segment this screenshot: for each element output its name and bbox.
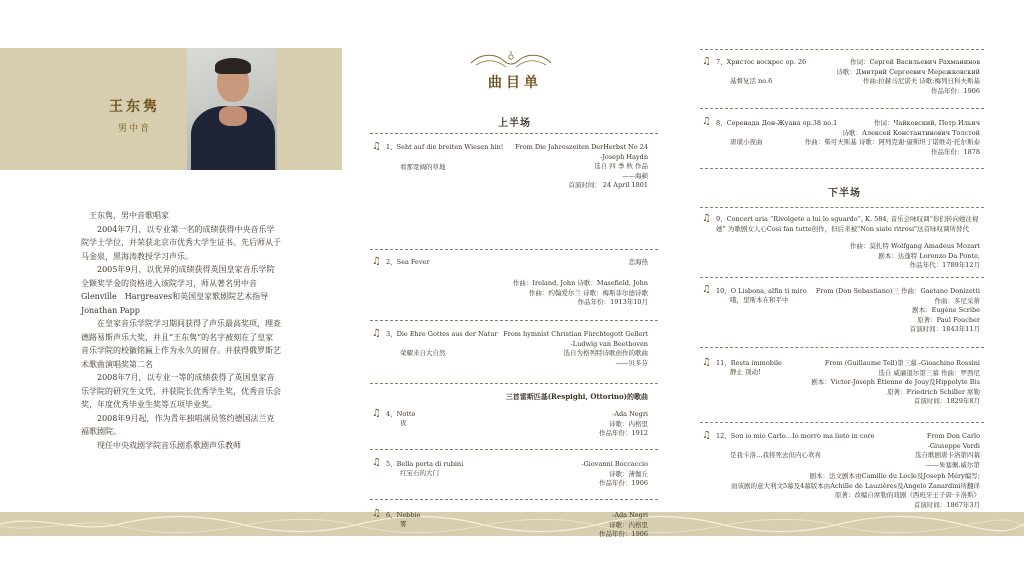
item-detail: 诗歌：Алексей Константинович Толстой: [842, 128, 980, 137]
item-detail: ——海顿: [622, 171, 648, 180]
music-note-icon: ♫: [702, 56, 711, 67]
first-half-heading: 上半场: [498, 118, 531, 129]
item-number: 8、: [716, 119, 727, 127]
item-title: Resta immobile: [730, 359, 782, 367]
bio-paragraph: 2008年9月起，作为青年独唱演员签约德国法兰克福歌剧院。: [81, 413, 275, 436]
divider: [370, 383, 658, 384]
item-detail: 剧本：Eugène Scribe: [912, 306, 980, 314]
name-banner: [0, 48, 342, 170]
item-detail: 原著：Friedrich Schiller 席勒: [887, 387, 980, 396]
divider: [700, 108, 984, 109]
item-title: Son io mio Carlo…Io morrò ma lieto in core: [730, 432, 875, 440]
item-detail: 作品年代：1789年12月: [909, 261, 980, 269]
footer-band: [0, 512, 1024, 536]
item-number: 12、: [716, 432, 731, 440]
item-detail: 作曲：柴可夫斯基 诗歌：阿列克谢·康斯坦丁诺维奇·托尔斯泰: [804, 138, 980, 146]
item-detail: -Joseph Haydn: [600, 152, 648, 161]
bio-paragraph: 现任中央戏剧学院音乐剧系歌剧声乐教师: [97, 440, 241, 450]
divider: [370, 320, 658, 321]
item-title: O Lisbona, alfin ti miro: [730, 287, 807, 295]
item-detail: 原著：改编自席勒的戏剧《西班牙王子唐·卡洛斯》: [834, 491, 980, 499]
music-note-icon: ♫: [702, 284, 711, 295]
item-detail: 作曲：莫扎特 Wolfgang Amadeus Mozart: [849, 242, 980, 250]
divider: [700, 49, 984, 50]
music-note-icon: ♫: [372, 508, 381, 519]
item-detail: 诗歌：薄伽丘: [609, 469, 648, 478]
item-number: 11、: [716, 359, 731, 367]
music-note-icon: ♫: [372, 328, 381, 339]
music-note-icon: ♫: [372, 457, 381, 468]
item-detail: 诗歌：内格里: [609, 419, 648, 428]
item-detail: ——贝多芬: [615, 358, 648, 367]
item-title-cn: 哦，里斯本在和平中: [730, 296, 789, 304]
performer-voice: 男中音: [118, 124, 152, 134]
item-title: Nebbie: [396, 511, 421, 519]
music-note-icon: ♫: [372, 408, 381, 419]
item-title-cn: 荣耀来自大自然: [400, 349, 446, 357]
item-number: 4、: [386, 410, 397, 418]
item-detail: 原著：Paul Foucher: [917, 315, 980, 324]
item-detail: 选自 四 季 秋 作品: [594, 162, 648, 170]
music-note-icon: ♫: [702, 357, 711, 368]
music-note-icon: ♫: [702, 116, 711, 127]
group-heading: 三首雷斯匹基(Respighi, Ottorino)的歌曲: [505, 392, 648, 401]
item-detail: 选自为格列特诗歌创作的歌曲: [563, 349, 648, 357]
item-detail: 作品年份：1906: [930, 86, 980, 95]
item-detail: 作品年份：1912: [598, 429, 648, 437]
item-title: Sea Fever: [396, 258, 430, 266]
item-detail: From Don Carlo: [926, 432, 980, 440]
item-detail: 作曲：Ireland, John 诗歌：Masefield, John: [512, 279, 648, 287]
item-detail: 选自歌剧唐卡洛第四幕: [915, 451, 980, 459]
item-title: Notte: [396, 410, 416, 418]
performer-panel: [0, 0, 342, 585]
item-detail: 作品年份：1878: [930, 147, 980, 156]
item-detail: 作词：Сергей Васильевич Рахманинов: [849, 58, 980, 66]
scroll-ornament-icon: [466, 49, 556, 73]
item-number: 1、: [386, 143, 397, 151]
item-title: Bella porta di rubini: [396, 460, 464, 468]
performer-name: 王东隽: [109, 99, 160, 115]
item-title-cn: 恋海热: [628, 258, 648, 266]
item-title-cn: 唐璜小夜曲: [730, 138, 763, 146]
divider: [700, 207, 984, 208]
item-number: 10、: [716, 287, 731, 295]
item-detail: From hymnist Christian Fürchtegott Gellert: [503, 330, 648, 338]
bio-paragraph: 王东隽，男中音歌唱家: [89, 211, 169, 220]
item-detail: 作曲：约翰爱尔兰 诗歌：梅斯菲尔德诗歌: [528, 288, 648, 297]
item-detail: From (Don Sebastiano)三 作曲：Gaetano Donizetti: [815, 287, 980, 295]
item-title-cn: 基督复活 no.6: [730, 77, 773, 85]
item-title-cn: 红宝石的大门: [400, 469, 439, 477]
bio-paragraph: 2005年9月，以优异的成绩获得英国皇家音乐学院全额奖学金的资格进入该院学习，师从著名男中音Glenville Hargreaves和英国皇家歌剧院艺术指导 Jonathan Papp: [81, 265, 275, 315]
item-detail: 诗歌：Дмитрий Сергеевич Мережковский: [836, 67, 980, 76]
performer-bio: [81, 209, 281, 452]
music-note-icon: ♫: [702, 430, 711, 441]
item-detail: 首演时间：1829年8月: [913, 397, 980, 405]
item-title-cn: 雾: [400, 520, 407, 528]
item-title: Concert aria “Rivolgete a lui lo sguardo”, K. 584, 音乐会咏叹调“你们转向她注视她” 为歌剧女人心Cosi fan tutte创作，但后来被"Non siate ritrosi"这首咏叹调所替代: [716, 215, 979, 233]
item-detail: 作曲:拉赫马尼诺夫 诗歌:梅列日科夫斯基: [863, 77, 980, 85]
item-detail: ——朱塞佩.威尔第: [925, 460, 980, 469]
item-detail: -Ludwig van Beethoven: [570, 339, 648, 348]
item-detail: 作曲：多尼采蒂: [934, 296, 980, 305]
divider: [370, 449, 658, 450]
music-note-icon: ♫: [372, 256, 381, 267]
item-number: 3、: [386, 330, 397, 338]
item-detail: 作品年份：1906: [598, 479, 648, 487]
item-detail: 首演时间：1867年3月: [913, 500, 980, 509]
divider: [370, 499, 658, 500]
program-title: 曲目单: [488, 75, 542, 91]
item-detail: -Giuseppe Verdi: [927, 441, 980, 450]
performer-photo: [187, 48, 277, 170]
divider: [370, 133, 658, 134]
item-detail: 剧本：达蓬特 Lorenzo Da Ponte,: [878, 251, 980, 260]
item-title-cn: 是我卡洛…我将死去但内心欢喜: [730, 451, 821, 459]
item-detail: -Ada Negri: [612, 511, 648, 519]
item-detail: 首演时间：1843年11月: [909, 325, 980, 333]
item-detail: -Ada Negri: [612, 410, 648, 418]
second-half-heading: 下半场: [828, 188, 861, 199]
item-title-cn: 夜: [400, 419, 407, 427]
item-detail: 作品年份：1906: [598, 530, 648, 538]
bio-paragraph: 在皇家音乐学院学习期间获得了声乐最高奖项，理查德路易斯声乐大奖，并且“王东隽”的名字被刻在了皇家音乐学院的校徽铭匾上作为永久的留存。并获得俄罗斯艺术歌曲演唱奖第二名: [81, 319, 281, 369]
music-note-icon: ♫: [702, 213, 711, 224]
item-title: Серенада Дон-Жуана op.38 no.1: [726, 119, 838, 127]
item-detail: 作品年份：1913年10月: [577, 298, 648, 306]
item-detail: 剧本：Victor-Joseph Étienne de Jouy及Hippolyte Bis: [811, 378, 980, 386]
item-detail: 选自 威廉退尔第三幕 作曲：罗西尼: [878, 368, 980, 377]
divider: [370, 249, 658, 250]
music-note-icon: ♫: [372, 141, 381, 152]
item-title-cn: 静止 别动!: [730, 368, 761, 376]
item-detail: 诗歌：内格里: [609, 520, 648, 529]
item-title-cn: 看那宽阔的草地: [400, 163, 446, 171]
item-title: Христос воскрес op. 26: [726, 58, 807, 66]
item-number: 6、: [386, 511, 397, 519]
item-number: 9、: [716, 215, 727, 223]
divider: [700, 168, 984, 169]
item-number: 7、: [716, 58, 727, 66]
divider: [700, 347, 984, 348]
item-detail: 作词：Чайковский, Петр Ильич: [873, 119, 980, 127]
bio-paragraph: 2008年7月，以专业一等的成绩获得了英国皇家音乐学院的研究生文凭，并获院长优秀学生奖，优秀音乐会奖，年度优秀毕业生奖等五项毕业奖。: [81, 373, 281, 409]
item-number: 5、: [386, 460, 397, 468]
item-detail: 剧本：法文剧本由Camille du Locle及Joseph Méry编写;: [809, 472, 980, 480]
item-number: 2、: [386, 258, 397, 266]
item-detail: 而该剧的意大利文5幕及4幕版本由Achille de Lauzières及Angelo Zanardini所翻译: [730, 481, 980, 490]
item-detail: 首演时间： 24 April 1801: [568, 181, 648, 189]
item-title: Die Ehre Gottes aus der Natur: [396, 330, 498, 338]
item-detail: From Die Jahreszeiten DerHerbst No 24: [515, 143, 648, 151]
item-detail: -Giovanni Boccaccio: [581, 460, 648, 468]
item-detail: From (Guillaume Tell)第三幕 -Gioachino Rossini: [824, 359, 980, 367]
divider: [700, 277, 984, 278]
item-title: Seht auf die breiten Wiesen hin!: [396, 143, 504, 151]
bio-paragraph: 2004年7月，以专业第一名的成绩获得中央音乐学院学士学位，并荣获北京市优秀大学生证书。先后师从于马金泉，黑海涛教授学习声乐。: [81, 224, 281, 261]
divider: [700, 422, 984, 423]
